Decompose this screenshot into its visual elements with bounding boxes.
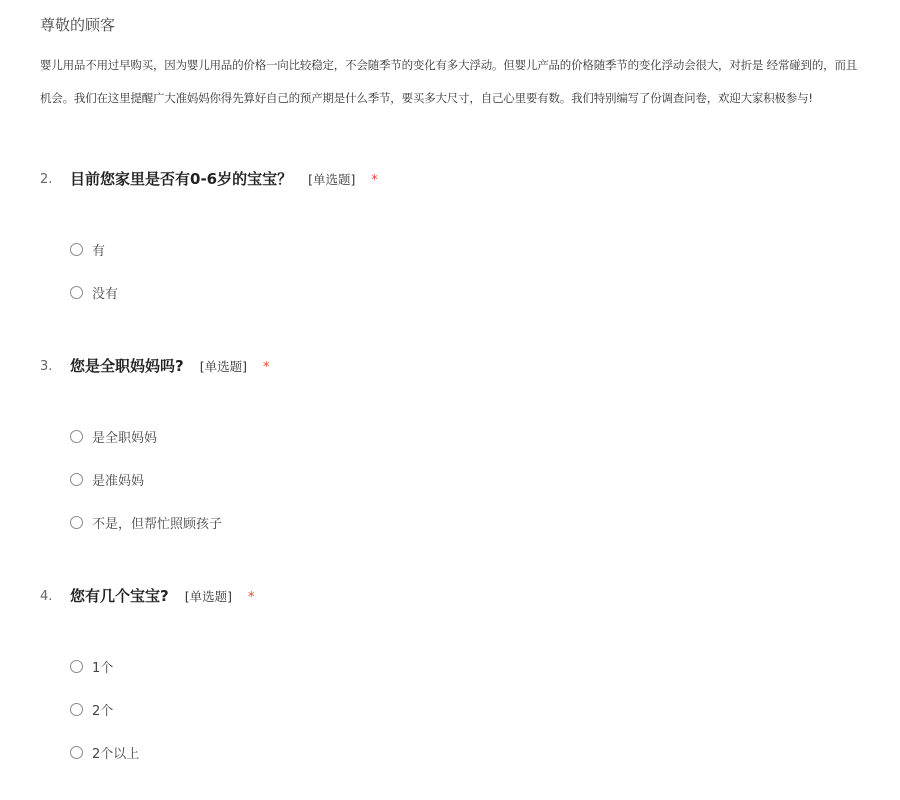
question-number: 3. [40,359,53,374]
option-label: 2个以上 [92,746,140,762]
option-label: 不是，但帮忙照顾孩子 [92,516,223,532]
question-number: 2. [40,172,53,187]
option-label: 有 [92,243,106,259]
question-type: [单选题] [308,172,356,187]
intro-text-line-2: 机会。我们在这里提醒广大准妈妈你得先算好自己的预产期是什么季节，要买多大尺寸，自己心里要有数。我们特别编写了份调查问卷，欢迎大家积极参与! [40,91,813,105]
intro-text-line-1: 婴儿用品不用过早购买，因为婴儿用品的价格一向比较稳定，不会随季节的变化有多大浮动。但婴儿产品的价格随季节的变化浮动会很大，对折是 经常碰到的，而且 [40,58,858,72]
required-marker: * [247,590,255,605]
option-label: 2个 [92,703,114,719]
radio-button[interactable] [70,660,83,673]
question-header [0,355,900,381]
question-type: [单选题] [199,359,247,374]
radio-button[interactable] [70,703,83,716]
option-has-baby[interactable] [70,239,105,259]
option-full-time-mom[interactable] [70,426,157,446]
radio-button[interactable] [70,746,83,759]
question-title: 您是全职妈妈吗? [70,357,184,375]
option-two-babies[interactable] [70,699,113,719]
radio-button[interactable] [70,286,83,299]
radio-button[interactable] [70,430,83,443]
option-label: 没有 [92,286,119,302]
option-label: 是全职妈妈 [92,430,158,446]
required-marker: * [371,173,378,188]
question-title: 您有几个宝宝? [70,587,169,605]
question-type: [单选题] [184,589,232,604]
option-more-than-two[interactable] [70,742,139,762]
option-expecting-mom[interactable] [70,469,144,489]
question-header [0,585,900,611]
option-label: 1个 [92,660,114,676]
option-helper[interactable] [70,512,222,532]
radio-button[interactable] [70,516,83,529]
question-title: 目前您家里是否有0-6岁的宝宝？ [70,170,293,188]
option-one-baby[interactable] [70,656,113,676]
required-marker: * [262,360,270,375]
radio-button[interactable] [70,473,83,486]
question-header [0,168,900,194]
intro-title: 尊敬的顾客 [40,16,116,34]
option-label: 是准妈妈 [92,473,145,489]
option-no-baby[interactable] [70,282,118,302]
question-number: 4. [40,589,53,604]
radio-button[interactable] [70,243,83,256]
